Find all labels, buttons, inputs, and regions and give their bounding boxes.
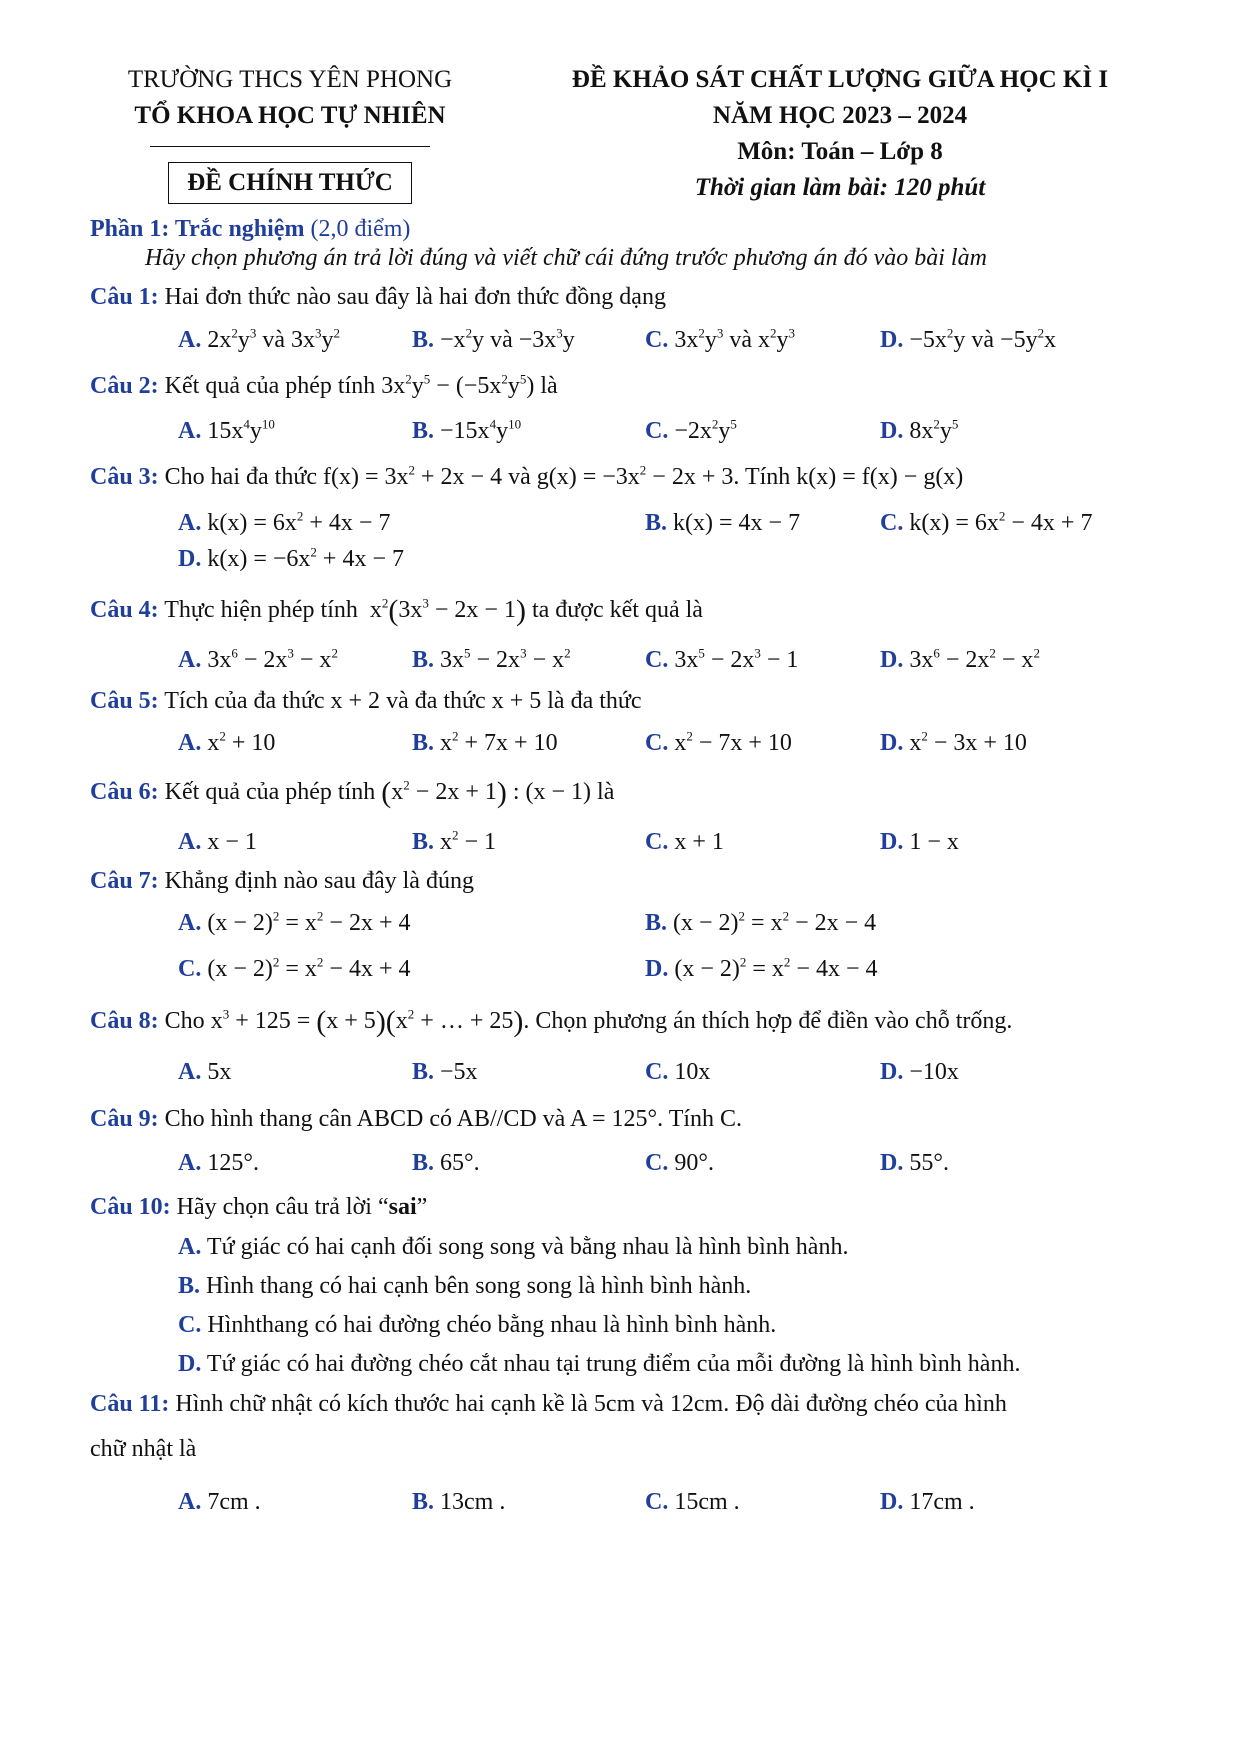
q11-option-c: C. 15cm . bbox=[645, 1489, 740, 1515]
exam-time: Thời gian làm bài: 120 phút bbox=[694, 174, 986, 201]
q8-option-a: A. 5x bbox=[178, 1059, 232, 1085]
q9-option-d: D. 55°. bbox=[880, 1150, 949, 1176]
question-6: Câu 6: Kết quả của phép tính $(x^2 - 2x + 1)$ : (x − 1) là bbox=[90, 776, 615, 809]
q2-option-c: C. $-2x^2y^5$ bbox=[645, 416, 737, 444]
section-heading bbox=[90, 216, 410, 243]
official-badge: ĐỀ CHÍNH THỨC bbox=[168, 162, 412, 204]
q11-option-d: D. 17cm . bbox=[880, 1489, 975, 1515]
section-points: (2,0 điểm) bbox=[310, 216, 411, 242]
q5-option-b: B. $x^2 + 7x + 10$ bbox=[412, 728, 558, 756]
question-1 bbox=[90, 284, 666, 311]
q10-option-d: D. Tứ giác có hai đường chéo cắt nhau tại trung điểm của mỗi đường là hình bình hành. bbox=[178, 1351, 1021, 1377]
school-year: NĂM HỌC 2023 – 2024 bbox=[712, 102, 968, 129]
q9-option-b: B. 65°. bbox=[412, 1150, 480, 1176]
section-instruction: Hãy chọn phương án trả lời đúng và viết chữ cái đứng trước phương án đó vào bài làm bbox=[145, 245, 987, 271]
header-right bbox=[530, 62, 1150, 206]
q3-option-d: D. $k(x) = -6x^2 + 4x - 7$ bbox=[178, 544, 404, 572]
q2-option-a: A. $15x^4y^{10}$ bbox=[178, 416, 275, 444]
q7-option-d: D. $(x - 2)^2 = x^2 - 4x - 4$ bbox=[645, 954, 878, 982]
q5-option-c: C. $x^2 - 7x + 10$ bbox=[645, 728, 792, 756]
exam-title: ĐỀ KHẢO SÁT CHẤT LƯỢNG GIỮA HỌC KÌ I bbox=[571, 66, 1109, 93]
q10-option-a: A. Tứ giác có hai cạnh đối song song và bằng nhau là hình bình hành. bbox=[178, 1234, 849, 1260]
q1-option-a: A. $2x^2y^3$ và $3x^3y^2$ bbox=[178, 325, 340, 353]
question-8: Câu 8: Cho $x^3 + 125 = (x + 5)(x^2$ + … + 25). Chọn phương án thích hợp để điền vào chỗ trống. bbox=[90, 1005, 1013, 1038]
q11-option-b: B. 13cm . bbox=[412, 1489, 506, 1515]
q3-option-c: C. $k(x) = 6x^2 - 4x + 7$ bbox=[880, 508, 1093, 536]
q7-option-c: C. $(x - 2)^2 = x^2 - 4x + 4$ bbox=[178, 954, 411, 982]
subject: Môn: Toán – Lớp 8 bbox=[737, 138, 943, 165]
q11-option-a: A. 7cm . bbox=[178, 1489, 261, 1515]
department-name: TỔ KHOA HỌC TỰ NHIÊN bbox=[134, 102, 446, 129]
header-left bbox=[100, 62, 480, 204]
q2-option-d: D. $8x^2y^5$ bbox=[880, 416, 959, 444]
q1-option-d: D. $-5x^2y$ và $-5y^2x$ bbox=[880, 325, 1057, 353]
question-4: Câu 4: Thực hiện phép tính $x^2(3x^3 - 2x - 1)$ ta được kết quả là bbox=[90, 594, 703, 627]
section-title: Phần 1: Trắc nghiệm bbox=[90, 216, 305, 242]
header-divider bbox=[150, 146, 430, 147]
q10-option-c: C. Hìnhthang có hai đường chéo bằng nhau là hình bình hành. bbox=[178, 1312, 777, 1338]
q8-option-d: D. −10x bbox=[880, 1059, 959, 1085]
q8-option-b: B. −5x bbox=[412, 1059, 478, 1085]
q7-option-a: A. $(x - 2)^2 = x^2 - 2x + 4$ bbox=[178, 908, 411, 936]
question-7: Câu 7: Khẳng định nào sau đây là đúng bbox=[90, 868, 474, 894]
question-2: Câu 2: Kết quả của phép tính $3x^2y^5 - (-5x^2y^5)$ là bbox=[90, 371, 558, 399]
question-label: Câu 1: bbox=[90, 284, 159, 310]
q8-option-c: C. 10x bbox=[645, 1059, 711, 1085]
q9-option-a: A. 125°. bbox=[178, 1150, 259, 1176]
q6-option-d: D. 1 − x bbox=[880, 829, 959, 855]
question-5: Câu 5: Tích của đa thức x + 2 và đa thức x + 5 là đa thức bbox=[90, 688, 642, 714]
q6-option-a: A. x − 1 bbox=[178, 829, 257, 855]
q3-option-a: A. $k(x) = 6x^2 + 4x - 7$ bbox=[178, 508, 391, 536]
question-9: Câu 9: Cho hình thang cân ABCD có AB//CD và A = 125°. Tính C. bbox=[90, 1106, 743, 1132]
q4-option-b: B. $3x^5 - 2x^3 - x^2$ bbox=[412, 645, 571, 673]
school-name: TRƯỜNG THCS YÊN PHONG bbox=[127, 66, 453, 93]
q3-option-b: B. k(x) = 4x − 7 bbox=[645, 510, 801, 536]
q1-option-b: B. $-x^2y$ và $-3x^3y$ bbox=[412, 325, 575, 353]
q5-option-a: A. $x^2 + 10$ bbox=[178, 728, 276, 756]
q2-option-b: B. $-15x^4y^{10}$ bbox=[412, 416, 522, 444]
q1-option-c: C. $3x^2y^3$ và $x^2y^3$ bbox=[645, 325, 795, 353]
question-text: Hai đơn thức nào sau đây là hai đơn thức đồng dạng bbox=[164, 284, 666, 310]
q4-option-a: A. $3x^6 - 2x^3 - x^2$ bbox=[178, 645, 338, 673]
q6-option-b: B. $x^2 - 1$ bbox=[412, 827, 497, 855]
question-11: Câu 11: Hình chữ nhật có kích thước hai cạnh kề là 5cm và 12cm. Độ dài đường chéo của hình bbox=[90, 1391, 1007, 1417]
q9-option-c: C. 90°. bbox=[645, 1150, 714, 1176]
question-3: Câu 3: Cho hai đa thức $f(x) = 3x^2 + 2x - 4$ và $g(x) = -3x^2 - 2x + 3$. Tính k(x) = f(x) − g(x) bbox=[90, 462, 964, 490]
question-10: Câu 10: Hãy chọn câu trả lời “sai” bbox=[90, 1194, 428, 1220]
q4-option-d: D. $3x^6 - 2x^2 - x^2$ bbox=[880, 645, 1040, 673]
question-11-cont: chữ nhật là bbox=[90, 1436, 197, 1462]
q10-option-b: B. Hình thang có hai cạnh bên song song là hình bình hành. bbox=[178, 1273, 752, 1299]
q7-option-b: B. $(x - 2)^2 = x^2 - 2x - 4$ bbox=[645, 908, 877, 936]
q6-option-c: C. x + 1 bbox=[645, 829, 724, 855]
q5-option-d: D. $x^2 - 3x + 10$ bbox=[880, 728, 1027, 756]
q4-option-c: C. $3x^5 - 2x^3 - 1$ bbox=[645, 645, 799, 673]
